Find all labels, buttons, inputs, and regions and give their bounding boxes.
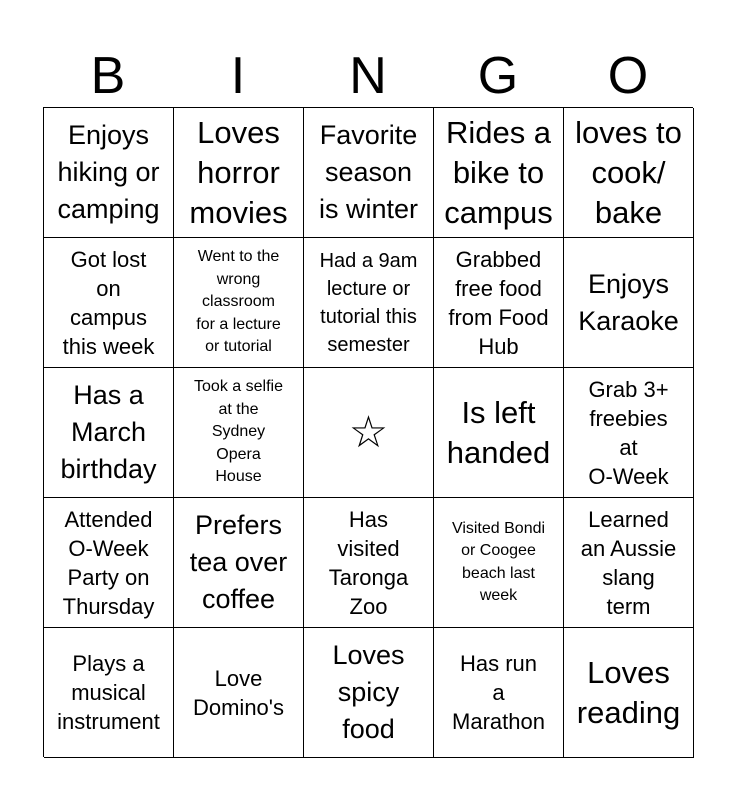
cell-text: Got lost on campus this week <box>62 246 155 359</box>
bingo-cell[interactable] <box>174 238 304 368</box>
cell-text: Plays a musical instrument <box>57 651 160 734</box>
header-letter-i: I <box>230 47 246 105</box>
bingo-cell[interactable] <box>434 628 564 758</box>
bingo-cell[interactable] <box>304 628 434 758</box>
cell-text: Grab 3+ freebies at O-Week <box>588 376 669 489</box>
cell-text: Grabbed free food from Food Hub <box>448 246 549 359</box>
header-letter-b: B <box>90 47 126 105</box>
bingo-cell[interactable] <box>44 368 174 498</box>
cell-text: Enjoys Karaoke <box>578 268 679 336</box>
cell-text: Loves reading <box>576 654 681 730</box>
bingo-cell[interactable] <box>304 108 434 238</box>
cell-text: Has run a Marathon <box>452 651 545 734</box>
bingo-cell[interactable] <box>44 108 174 238</box>
bingo-cell[interactable] <box>304 238 434 368</box>
header-letter-n: N <box>349 47 387 105</box>
bingo-cell[interactable] <box>434 238 564 368</box>
cell-text: Has visited Taronga Zoo <box>328 506 409 619</box>
cell-text: Favorite season is winter <box>318 120 419 224</box>
bingo-cell[interactable] <box>44 628 174 758</box>
cell-text: loves to cook/ bake <box>575 114 682 230</box>
cell-text: Loves spicy food <box>332 640 405 744</box>
bingo-cell[interactable] <box>434 368 564 498</box>
bingo-cell[interactable] <box>174 628 304 758</box>
bingo-cell[interactable] <box>434 108 564 238</box>
cell-text: Prefers tea over coffee <box>189 510 288 614</box>
bingo-header <box>43 44 693 108</box>
bingo-cell[interactable] <box>174 498 304 628</box>
cell-text: Attended O-Week Party on Thursday <box>62 506 155 619</box>
header-letter-o: O <box>607 47 649 105</box>
cell-text: Loves horror movies <box>189 114 288 230</box>
bingo-cell[interactable] <box>304 498 434 628</box>
cell-text: Took a selfie at the Sydney Opera House <box>194 378 283 486</box>
bingo-cell[interactable] <box>174 108 304 238</box>
star-outline-icon: ☆ <box>348 407 389 457</box>
cell-text: Love Domino's <box>192 665 284 720</box>
free-space-cell[interactable] <box>304 368 434 498</box>
bingo-cell[interactable] <box>564 498 694 628</box>
bingo-cell[interactable] <box>564 628 694 758</box>
bingo-cell[interactable] <box>44 238 174 368</box>
cell-text: Enjoys hiking or camping <box>57 120 160 224</box>
bingo-cell[interactable] <box>564 108 694 238</box>
cell-text: Had a 9am lecture or tutorial this semester <box>319 249 418 356</box>
cell-text: Went to the wrong classroom for a lecture or tutorial <box>196 248 281 356</box>
cell-text: Is left handed <box>446 394 551 470</box>
cell-text: Learned an Aussie slang term <box>580 506 677 619</box>
cell-text: Has a March birthday <box>60 380 157 484</box>
bingo-cell[interactable] <box>44 498 174 628</box>
header-letter-g: G <box>477 47 519 105</box>
bingo-cell[interactable] <box>564 238 694 368</box>
cell-text: Visited Bondi or Coogee beach last week <box>451 519 546 604</box>
bingo-cell[interactable] <box>564 368 694 498</box>
bingo-grid <box>43 107 693 757</box>
bingo-cell[interactable] <box>174 368 304 498</box>
bingo-cell[interactable] <box>434 498 564 628</box>
cell-text: Rides a bike to campus <box>444 114 553 230</box>
